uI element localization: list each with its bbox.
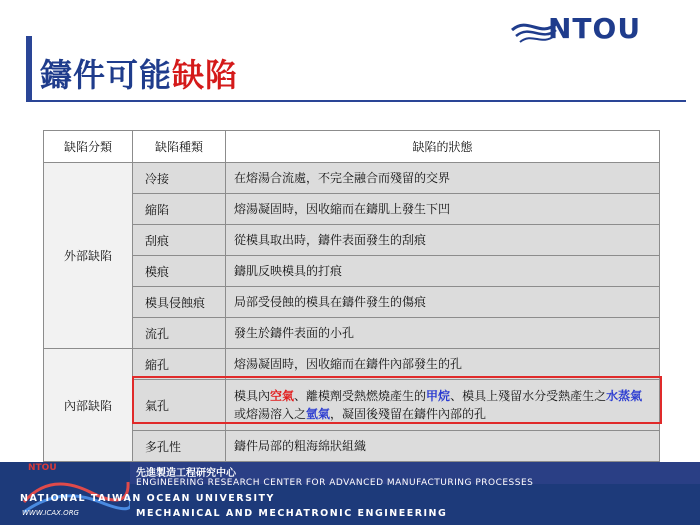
header-state: 缺陷的狀態 bbox=[226, 131, 660, 163]
defect-desc: 從模具取出時，鑄件表面發生的刮痕 bbox=[226, 225, 660, 256]
defect-desc: 熔湯凝固時，因收縮而在鑄件內部發生的孔 bbox=[226, 349, 660, 380]
defect-desc-rich bbox=[226, 380, 660, 431]
table-row bbox=[44, 431, 660, 462]
footer-cn: 先進製造工程研究中心 bbox=[136, 468, 236, 479]
defect-type: 刮痕 bbox=[133, 225, 226, 256]
table-row bbox=[44, 163, 660, 194]
desc-text: 、模具上殘留水分受熱產生之 bbox=[450, 389, 607, 403]
desc-text: 或熔湯溶入之 bbox=[234, 407, 307, 421]
defect-type: 縮陷 bbox=[133, 194, 226, 225]
table-row bbox=[44, 318, 660, 349]
footer-badge-text: NTOU bbox=[28, 463, 57, 473]
footer-en3: MECHANICAL AND MECHATRONIC ENGINEERING bbox=[136, 508, 448, 519]
title-part2: 缺陷 bbox=[172, 56, 239, 94]
defect-desc: 鑄件局部的粗海綿狀組織 bbox=[226, 431, 660, 462]
header-category: 缺陷分類 bbox=[44, 131, 133, 163]
defect-desc: 熔湯凝固時，因收縮而在鑄肌上發生下凹 bbox=[226, 194, 660, 225]
table-row bbox=[44, 225, 660, 256]
table-header-row bbox=[44, 131, 660, 163]
table-row-highlighted bbox=[44, 380, 660, 431]
table-row bbox=[44, 256, 660, 287]
defect-type: 多孔性 bbox=[133, 431, 226, 462]
category-internal: 內部缺陷 bbox=[44, 349, 133, 462]
header-type: 缺陷種類 bbox=[133, 131, 226, 163]
defect-type: 模痕 bbox=[133, 256, 226, 287]
title-divider bbox=[26, 100, 686, 102]
title-part1: 鑄件可能 bbox=[40, 56, 173, 94]
category-external: 外部缺陷 bbox=[44, 163, 133, 349]
defect-type: 流孔 bbox=[133, 318, 226, 349]
defects-table bbox=[43, 130, 660, 462]
keyword-air: 空氣 bbox=[270, 389, 295, 403]
desc-text: ，凝固後殘留在鑄件內部的孔 bbox=[330, 407, 487, 421]
keyword-hydrogen: 氫氣 bbox=[306, 407, 331, 421]
defect-type: 氣孔 bbox=[133, 380, 226, 431]
defect-desc: 發生於鑄件表面的小孔 bbox=[226, 318, 660, 349]
defect-desc: 在熔湯合流處，不完全融合而殘留的交界 bbox=[226, 163, 660, 194]
defect-type: 縮孔 bbox=[133, 349, 226, 380]
footer-url: WWW.ICAX.ORG bbox=[22, 509, 79, 517]
defect-desc: 局部受侵蝕的模具在鑄件發生的傷痕 bbox=[226, 287, 660, 318]
title-accent-bar bbox=[26, 36, 32, 100]
logo-text: NTOU bbox=[548, 12, 642, 45]
desc-text: 模具內 bbox=[234, 389, 271, 403]
keyword-steam: 水蒸氣 bbox=[606, 389, 643, 403]
keyword-methane: 甲烷 bbox=[426, 389, 451, 403]
footer-en1: ENGINEERING RESEARCH CENTER FOR ADVANCED MANUFACTURING PROCESSES bbox=[136, 478, 534, 488]
defect-desc: 鑄肌反映模具的打痕 bbox=[226, 256, 660, 287]
defect-type: 模具侵蝕痕 bbox=[133, 287, 226, 318]
table-row bbox=[44, 287, 660, 318]
desc-text: 、離模劑受熱燃燒產生的 bbox=[294, 389, 427, 403]
table-row bbox=[44, 194, 660, 225]
table-row bbox=[44, 349, 660, 380]
page-title bbox=[40, 50, 238, 96]
footer-en2: NATIONAL TAIWAN OCEAN UNIVERSITY bbox=[20, 493, 275, 504]
defect-type: 冷接 bbox=[133, 163, 226, 194]
